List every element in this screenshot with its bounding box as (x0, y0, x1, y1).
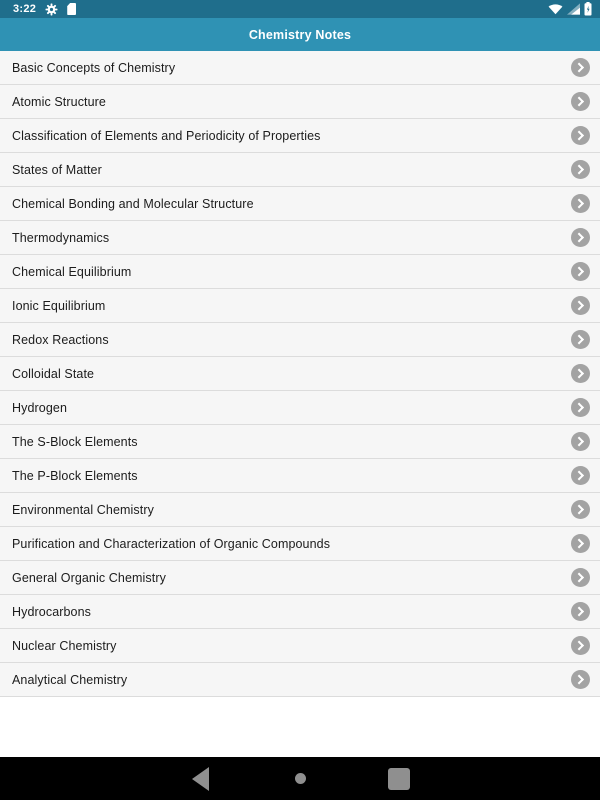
list-item[interactable] (0, 663, 600, 697)
chevron-right-icon (571, 194, 590, 213)
chevron-right-icon (571, 398, 590, 417)
list-item[interactable] (0, 323, 600, 357)
list-item[interactable] (0, 561, 600, 595)
list-item[interactable] (0, 391, 600, 425)
status-time: 3:22 (13, 3, 37, 15)
list-item[interactable] (0, 187, 600, 221)
chevron-right-icon (571, 670, 590, 689)
chapter-title: Colloidal State (12, 366, 95, 381)
app-bar (0, 18, 600, 51)
empty-area (0, 697, 600, 757)
chevron-right-icon (571, 500, 590, 519)
list-item[interactable] (0, 51, 600, 85)
chevron-right-icon (571, 228, 590, 247)
recents-icon (388, 768, 410, 790)
chevron-right-icon (571, 296, 590, 315)
chevron-right-icon (571, 432, 590, 451)
chapter-title: States of Matter (12, 162, 102, 177)
chapter-title: Hydrocarbons (12, 604, 92, 619)
list-item[interactable] (0, 595, 600, 629)
wifi-icon (548, 3, 563, 15)
cellular-signal-icon (567, 3, 580, 15)
chevron-right-icon (571, 262, 590, 281)
chapter-title: Ionic Equilibrium (12, 298, 106, 313)
status-bar-right (548, 2, 592, 16)
home-icon (295, 773, 306, 784)
back-button[interactable] (180, 761, 220, 797)
list-item[interactable] (0, 85, 600, 119)
chevron-right-icon (571, 58, 590, 77)
chapter-title: The S-Block Elements (12, 434, 138, 449)
chevron-right-icon (571, 466, 590, 485)
chevron-right-icon (571, 636, 590, 655)
chevron-right-icon (571, 602, 590, 621)
chapter-title: Thermodynamics (12, 230, 110, 245)
home-button[interactable] (280, 761, 320, 797)
list-item[interactable] (0, 425, 600, 459)
chapter-title: Basic Concepts of Chemistry (12, 60, 176, 75)
list-item[interactable] (0, 255, 600, 289)
navigation-bar (0, 757, 600, 800)
settings-icon (45, 3, 58, 16)
chevron-right-icon (571, 364, 590, 383)
list-item[interactable] (0, 289, 600, 323)
list-item[interactable] (0, 527, 600, 561)
status-bar-left (8, 3, 76, 16)
recents-button[interactable] (379, 761, 419, 797)
chapter-title: Nuclear Chemistry (12, 638, 117, 653)
chevron-right-icon (571, 568, 590, 587)
chapter-title: Hydrogen (12, 400, 67, 415)
list-item[interactable] (0, 119, 600, 153)
chapter-list (0, 51, 600, 697)
chapter-title: Purification and Characterization of Organic Compounds (12, 536, 331, 551)
back-icon (192, 767, 209, 791)
list-item[interactable] (0, 493, 600, 527)
chapter-title: General Organic Chemistry (12, 570, 166, 585)
list-item[interactable] (0, 153, 600, 187)
status-bar (0, 0, 600, 18)
page-title: Chemistry Notes (248, 27, 352, 42)
list-item[interactable] (0, 221, 600, 255)
chevron-right-icon (571, 160, 590, 179)
list-item[interactable] (0, 629, 600, 663)
list-item[interactable] (0, 357, 600, 391)
chapter-title: Atomic Structure (12, 94, 106, 109)
chevron-right-icon (571, 534, 590, 553)
chapter-title: The P-Block Elements (12, 468, 138, 483)
chapter-title: Environmental Chemistry (12, 502, 154, 517)
chapter-title: Chemical Equilibrium (12, 264, 132, 279)
sd-card-icon (67, 3, 76, 15)
chevron-right-icon (571, 92, 590, 111)
battery-charging-icon (584, 2, 592, 16)
list-item[interactable] (0, 459, 600, 493)
chapter-title: Redox Reactions (12, 332, 109, 347)
chevron-right-icon (571, 126, 590, 145)
chapter-title: Analytical Chemistry (12, 672, 128, 687)
chapter-title: Chemical Bonding and Molecular Structure (12, 196, 254, 211)
chapter-title: Classification of Elements and Periodicity of Properties (12, 128, 321, 143)
chevron-right-icon (571, 330, 590, 349)
